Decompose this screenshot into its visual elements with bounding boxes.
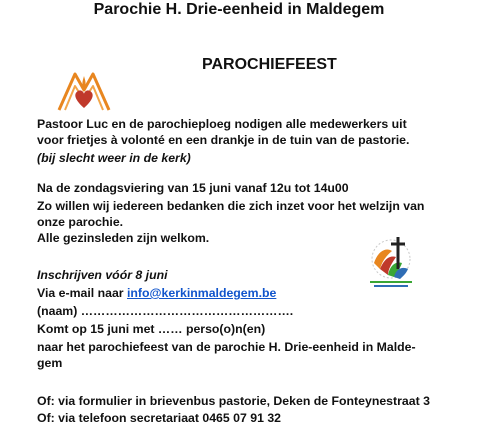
registration-heading: Inschrijven vóór 8 juni bbox=[37, 268, 168, 282]
email-prefix: Via e-mail naar bbox=[37, 286, 127, 300]
event-title: PAROCHIEFEEST bbox=[202, 56, 337, 73]
time-line: Na de zondagsviering van 15 juni vanaf 12u tot 14u00 bbox=[37, 181, 349, 195]
intro-line-1: Pastoor Luc en de parochieploeg nodigen alle medewerkers uit bbox=[37, 117, 407, 131]
name-line: (naam) ……………………………………………. bbox=[37, 304, 294, 318]
party-line-2: gem bbox=[37, 356, 63, 370]
pilgrims-of-hope-icon bbox=[362, 233, 420, 291]
alternative-form-line: Of: via formulier in brievenbus pastorie, Deken de Fonteynestraat 3 bbox=[37, 394, 430, 408]
thanks-line-1: Zo willen wij iedereen bedanken die zich inzet voor het welzijn van bbox=[37, 199, 425, 213]
thanks-line-2: onze parochie. bbox=[37, 215, 124, 229]
welcome-line: Alle gezinsleden zijn welkom. bbox=[37, 231, 210, 245]
intro-line-2: voor frietjes à volonté en een drankje in de tuin van de pastorie. bbox=[37, 133, 410, 147]
parish-title: Parochie H. Drie-eenheid in Maldegem bbox=[93, 1, 385, 18]
email-line bbox=[37, 285, 276, 301]
party-line-1: naar het parochiefeest van de parochie H. Drie-eenheid in Malde- bbox=[37, 340, 416, 354]
email-link[interactable]: info@kerkinmaldegem.be bbox=[127, 286, 277, 300]
trinity-logo-icon bbox=[57, 64, 111, 112]
weather-note: (bij slecht weer in de kerk) bbox=[37, 151, 191, 165]
count-line: Komt op 15 juni met …… perso(o)n(en) bbox=[37, 322, 266, 336]
alternative-phone-line: Of: via telefoon secretariaat 0465 07 91 32 bbox=[37, 411, 282, 425]
